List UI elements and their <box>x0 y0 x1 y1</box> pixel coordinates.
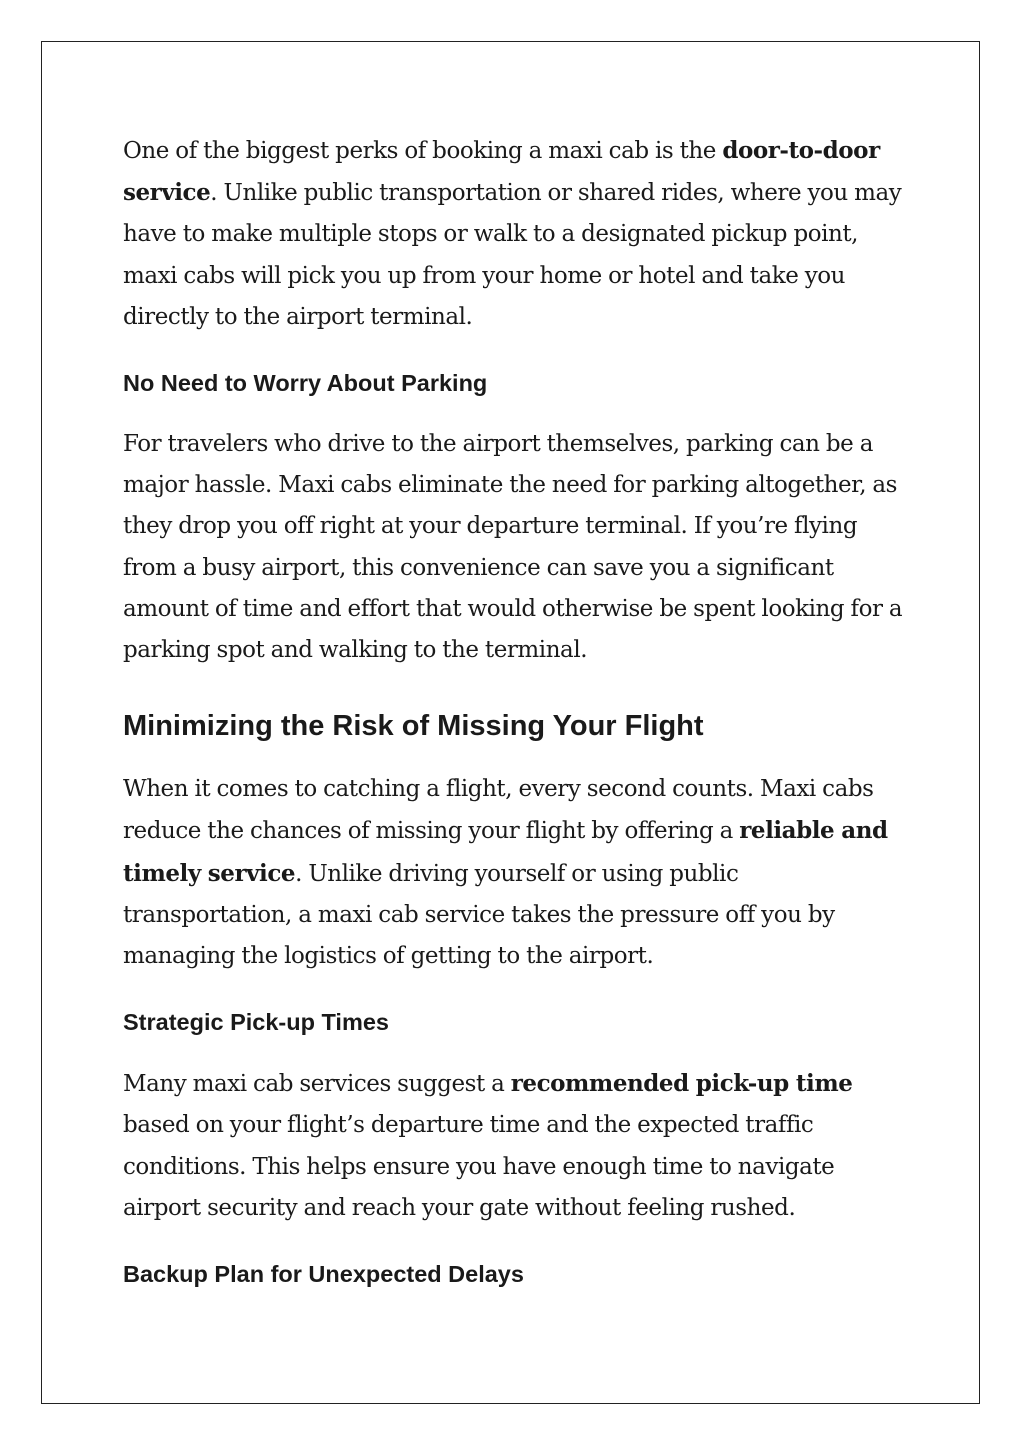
paragraph-text: One of the biggest perks of booking a maxi cab is the <box>123 138 723 164</box>
paragraph-missing-flight <box>123 769 913 977</box>
heading-strategic-pickup: Strategic Pick-up Times <box>123 1009 389 1036</box>
bold-phrase: reliable and timely service <box>123 817 888 887</box>
paragraph-text: based on your flight’s departure time and the expected traffic conditions. This helps ensure you have enough time to navigate airport security and reach your gate without feeling rushed. <box>123 1112 835 1221</box>
paragraph-parking: For travelers who drive to the airport themselves, parking can be a major hassle. Maxi cabs eliminate the need for parking altogether, as they drop you off right at your departure terminal. If you’re flying from a busy airport, this convenience can save you a significant amount of time and effort that would otherwise be spent looking for a parking spot and walking to the terminal. <box>123 431 903 664</box>
paragraph-door-to-door <box>123 130 913 338</box>
paragraph-pickup <box>123 1063 913 1229</box>
bold-phrase: recommended pick-up time <box>510 1070 853 1098</box>
bold-phrase: door-to-door service <box>123 137 880 207</box>
paragraph-text: . Unlike driving yourself or using public transportation, a maxi cab service takes the pressure off you by managing the logistics of getting to the airport. <box>123 860 835 970</box>
paragraph-text: . Unlike public transportation or shared rides, where you may have to make multiple stops or walk to a designated pickup point, maxi cabs will pick you up from your home or hotel and take you directly to the airport terminal. <box>123 180 902 330</box>
heading-missing-flight: Minimizing the Risk of Missing Your Flight <box>123 710 704 743</box>
document-content <box>123 130 913 1288</box>
heading-no-need-parking: No Need to Worry About Parking <box>123 370 488 397</box>
paragraph-text: When it comes to catching a flight, every second counts. Maxi cabs reduce the chances of missing your flight by offering a <box>123 776 874 845</box>
paragraph-text: Many maxi cab services suggest a <box>123 1071 511 1098</box>
heading-backup-plan: Backup Plan for Unexpected Delays <box>123 1261 524 1288</box>
